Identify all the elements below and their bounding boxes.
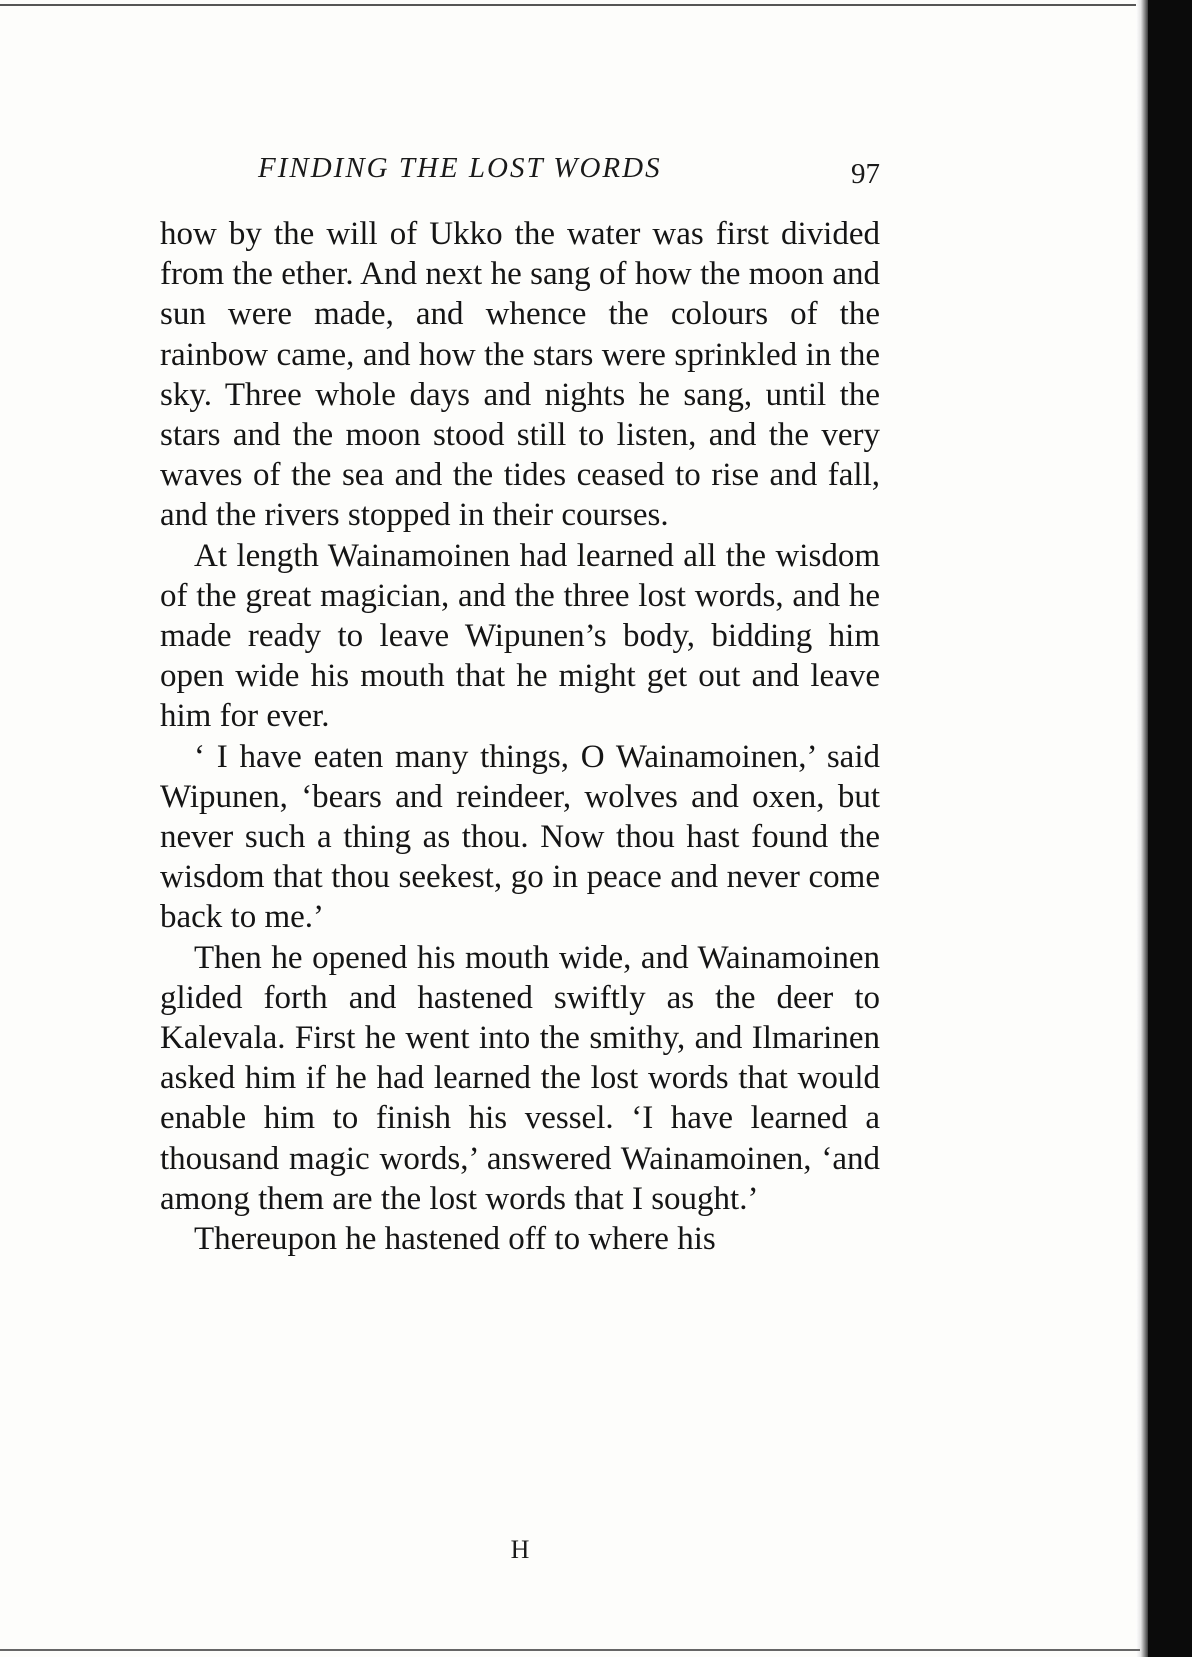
body-text bbox=[160, 214, 880, 1259]
scan-top-edge bbox=[0, 4, 1140, 6]
paragraph-5: Thereupon he hastened off to where his bbox=[194, 1221, 716, 1258]
running-head bbox=[160, 152, 880, 196]
paragraph-1: how by the will of Ukko the water was first divided from the ether. And next he sang of how the moon and sun were made, and whence the colours of the rainbow came, and how the stars were sprinkled in the sky. Three whole days and nights he sang, until the stars and the moon stood still to listen, and the very waves of the sea and the tides ceased to rise and fall, and the rivers stopped in their courses. bbox=[160, 216, 880, 534]
binding-gutter bbox=[1148, 0, 1192, 1657]
signature-mark: H bbox=[510, 1535, 530, 1564]
paragraph-2: At length Wainamoinen had learned all the wisdom of the great magician, and the three lost words, and he made ready to leave Wipunen’s body, bidding him open wide his mouth that he might get out and leave him for ever. bbox=[160, 537, 880, 735]
binding-shadow bbox=[1136, 0, 1148, 1657]
running-title: FINDING THE LOST WORDS bbox=[258, 152, 662, 184]
paragraph-3: ‘ I have eaten many things, O Wainamoinen,’ said Wipunen, ‘bears and reindeer, wolves and oxen, but never such a thing as thou. Now thou hast found the wisdom that thou seekest, go in peace and never come back to me.’ bbox=[160, 738, 880, 936]
page-number: 97 bbox=[851, 158, 880, 190]
paragraph-4: Then he opened his mouth wide, and Wainamoinen glided forth and hastened swiftly as the deer to Kalevala. First he went into the smithy, and Ilmarinen asked him if he had learned the lost words that would enable him to finish his vessel. ‘I have learned a thousand magic words,’ answered Wainamoinen, ‘and among them are the lost words that I sought.’ bbox=[160, 939, 880, 1217]
scan-bottom-edge bbox=[0, 1649, 1140, 1651]
